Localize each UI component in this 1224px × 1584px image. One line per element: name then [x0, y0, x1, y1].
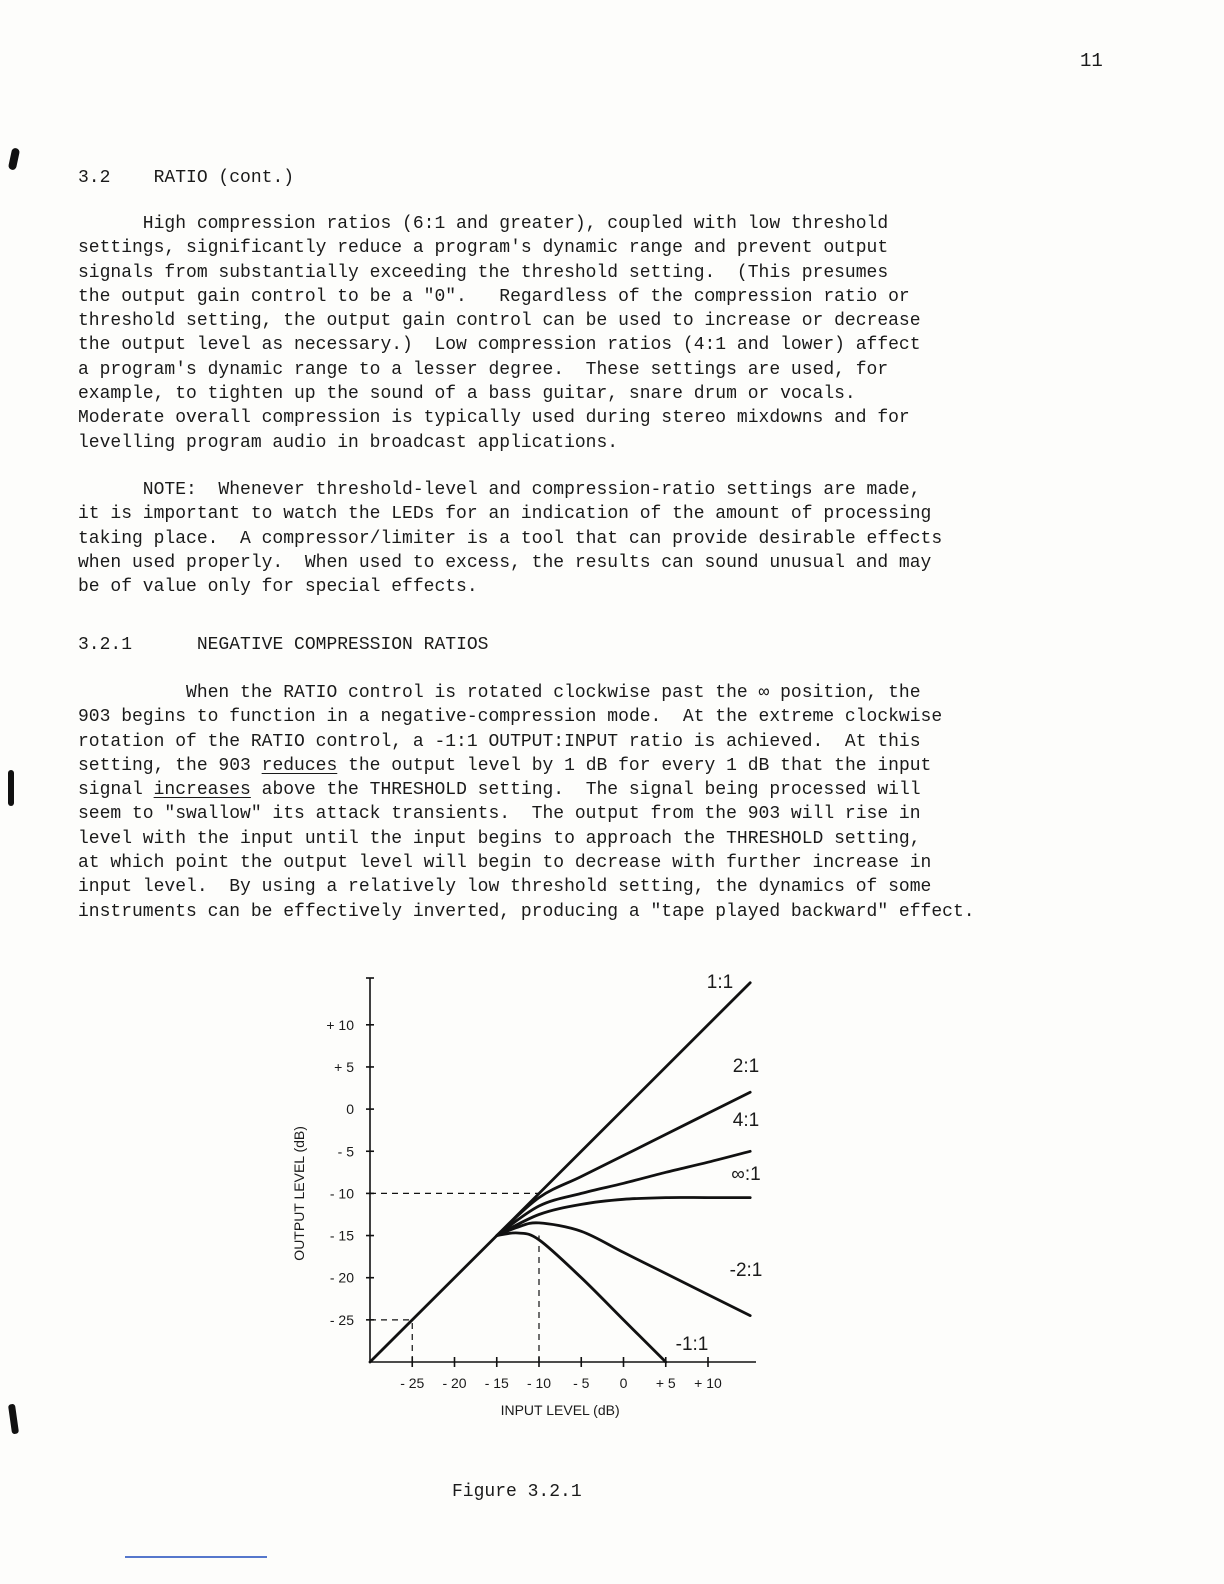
text-line: rotation of the RATIO control, a -1:1 OUTPUT:INPUT ratio is achieved. At this [78, 731, 921, 752]
text-run: above the THRESHOLD setting. The signal being processed will [250, 780, 921, 801]
text-line: instruments can be effectively inverted, producing a "tape played backward" effect. [78, 901, 975, 922]
text-line: at which point the output level will begin to decrease with further increase in [78, 853, 932, 874]
compression-ratio-chart [270, 960, 790, 1430]
text-run: the output level by 1 dB for every 1 dB that the input [337, 755, 932, 776]
ratio-curve [497, 1233, 666, 1362]
section-number: 3.2 [78, 168, 111, 188]
ratio-curve [497, 1092, 750, 1235]
y-tick-label: + 10 [326, 1016, 354, 1033]
section-title: RATIO (cont.) [153, 168, 295, 188]
subsection-title: NEGATIVE COMPRESSION RATIOS [196, 635, 489, 655]
ratio-curve-label: 4:1 [732, 1110, 760, 1131]
text-line: NOTE: Whenever threshold-level and compression-ratio settings are made, [78, 480, 921, 500]
ratio-curve [497, 1197, 750, 1235]
x-tick-label: - 20 [442, 1375, 467, 1391]
margin-mark-bottom [8, 1404, 19, 1435]
text-line: Moderate overall compression is typically used during stereo mixdowns and for [78, 408, 910, 429]
text-line: the output level as necessary.) Low compression ratios (4:1 and lower) affect [78, 335, 921, 356]
text-line: example, to tighten up the sound of a bass guitar, snare drum or vocals. [78, 384, 856, 405]
text-line: be of value only for special effects. [78, 577, 478, 598]
page-number: 11 [1080, 50, 1103, 72]
text-line: input level. By using a relatively low threshold setting, the dynamics of some [78, 877, 932, 898]
ratio-curve [370, 983, 750, 1362]
y-tick-label: 0 [346, 1101, 354, 1118]
y-axis-label: OUTPUT LEVEL (dB) [291, 1126, 307, 1261]
x-tick-label: 0 [619, 1375, 628, 1391]
margin-mark-middle [8, 770, 14, 806]
ratio-paragraph [78, 212, 1088, 455]
margin-mark-top [8, 147, 20, 170]
footer-rule [125, 1556, 267, 1558]
ratio-curve-label: 1:1 [706, 972, 734, 993]
section-heading [78, 168, 294, 188]
underlined-word-reduces: reduces [261, 755, 338, 776]
text-line: levelling program audio in broadcast applications. [78, 432, 619, 453]
x-tick-label: + 10 [694, 1375, 722, 1391]
text-line: a program's dynamic range to a lesser degree. These settings are used, for [78, 359, 889, 380]
subsection-number: 3.2.1 [78, 635, 133, 655]
x-tick-label: + 5 [655, 1375, 676, 1391]
underlined-word-increases: increases [153, 780, 251, 801]
text-line: 903 begins to function in a negative-compression mode. At the extreme clockwise [78, 707, 943, 728]
y-tick-label: - 15 [329, 1227, 354, 1244]
x-tick-label: - 10 [526, 1375, 552, 1391]
text-run: signal [78, 780, 154, 801]
y-tick-label: - 25 [329, 1311, 354, 1328]
figure-caption: Figure 3.2.1 [452, 1482, 582, 1502]
text-line: When the RATIO control is rotated clockwise past the ∞ position, the [78, 683, 921, 703]
y-tick-label: - 10 [329, 1185, 354, 1202]
text-line [78, 754, 1088, 778]
ratio-curve-label: ∞:1 [731, 1164, 761, 1185]
text-line: threshold setting, the output gain control can be used to increase or decrease [78, 311, 921, 332]
text-line: signals from substantially exceeding the threshold setting. (This presumes [78, 262, 889, 283]
negative-ratio-paragraph [78, 681, 1088, 924]
text-line: the output gain control to be a "0". Regardless of the compression ratio or [78, 286, 910, 307]
ratio-curve-label: -1:1 [675, 1334, 709, 1355]
text-line: taking place. A compressor/limiter is a tool that can provide desirable effects [78, 528, 943, 549]
text-line: it is important to watch the LEDs for an indication of the amount of processing [78, 504, 932, 525]
x-axis-label: INPUT LEVEL (dB) [500, 1402, 620, 1418]
ratio-curve-label: 2:1 [732, 1056, 760, 1077]
text-line: settings, significantly reduce a program's dynamic range and prevent output [78, 238, 889, 259]
y-tick-label: - 20 [329, 1269, 354, 1286]
text-line: seem to "swallow" its attack transients. The output from the 903 will rise in [78, 804, 921, 825]
y-tick-label: - 5 [337, 1143, 354, 1160]
x-tick-label: - 15 [484, 1375, 509, 1391]
x-tick-label: - 5 [573, 1375, 590, 1391]
text-line: High compression ratios (6:1 and greater), coupled with low threshold [78, 214, 889, 234]
y-tick-label: + 5 [334, 1058, 354, 1075]
note-paragraph [78, 478, 1088, 599]
x-tick-label: - 25 [400, 1375, 425, 1391]
text-line: when used properly. When used to excess, the results can sound unusual and may [78, 552, 932, 573]
text-run: setting, the 903 [78, 755, 262, 776]
ratio-curve-label: -2:1 [729, 1260, 763, 1281]
text-line: level with the input until the input begins to approach the THRESHOLD setting, [78, 828, 921, 849]
subsection-heading [78, 635, 488, 655]
text-line [78, 778, 1088, 802]
